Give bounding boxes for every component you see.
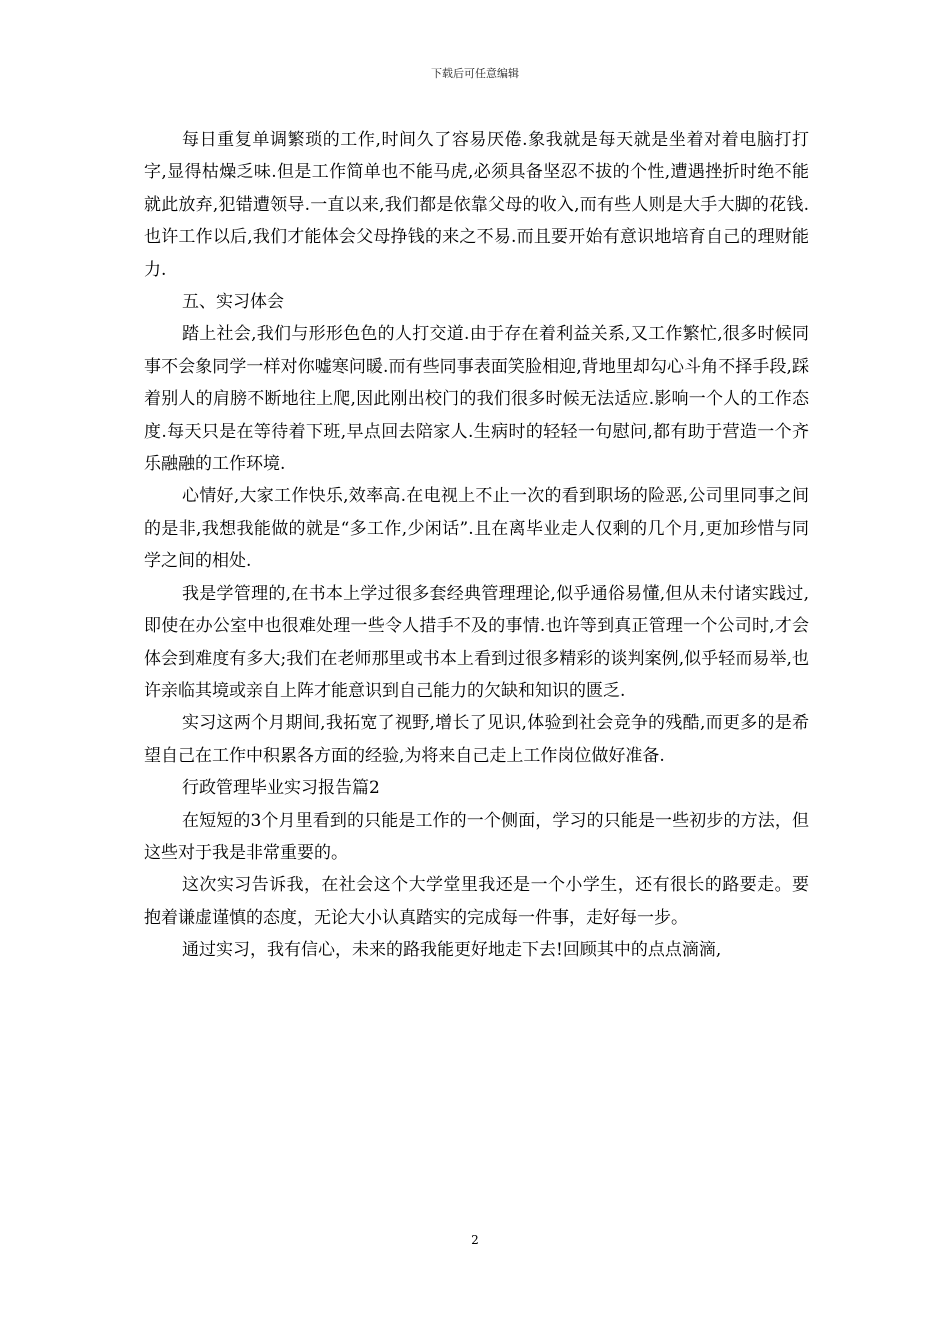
- page-header: 下载后可任意编辑: [431, 67, 519, 80]
- paragraph-good-mood: 心情好,大家工作快乐,效率高.在电视上不止一次的看到职场的险恶,公司里同事之间的是非,我想我能做的就是“多工作,少闲话”.且在离毕业走人仅剩的几个月,更加珍惜与同学之间的相处.: [144, 486, 809, 572]
- page-number: 2: [471, 1233, 479, 1247]
- paragraph-management-study: 我是学管理的,在书本上学过很多套经典管理理论,似乎通俗易懂,但从未付诸实践过,即使在办公室中也很难处理一些令人措手不及的事情.也许等到真正管理一个公司时,才会体会到难度有多大;我们在老师那里或书本上看到过很多精彩的谈判案例,似乎轻而易举,也许亲临其境或亲自上阵才能意识到自己能力的欠缺和知识的匮乏.: [144, 583, 809, 701]
- paragraph-work-routine: 每日重复单调繁琐的工作,时间久了容易厌倦.象我就是每天就是坐着对着电脑打打字,显得枯燥乏味.但是工作简单也不能马虎,必须具备坚忍不拔的个性,遭遇挫折时绝不能就此放弃,犯错遭领导.一直以来,我们都是依靠父母的收入,而有些人则是大手大脚的花钱.也许工作以后,我们才能体会父母挣钱的来之不易.而且要开始有意识地培育自己的理财能力.: [144, 130, 809, 280]
- section-heading-internship-experience: 五、实习体会: [182, 292, 284, 313]
- paragraph-three-months: 在短短的3个月里看到的只能是工作的一个侧面，学习的只能是一些初步的方法，但这些对于我是非常重要的。: [144, 810, 809, 863]
- document-body: [144, 124, 809, 967]
- paragraph-confidence: 通过实习，我有信心，未来的路我能更好地走下去!回顾其中的点点滴滴,: [182, 940, 722, 961]
- paragraph-two-months: 实习这两个月期间,我拓宽了视野,增长了见识,体验到社会竞争的残酷,而更多的是希望自己在工作中积累各方面的经验,为将来自己走上工作岗位做好准备.: [144, 713, 809, 766]
- report-title-part-2: 行政管理毕业实习报告篇2: [182, 778, 380, 799]
- paragraph-entering-society: 踏上社会,我们与形形色色的人打交道.由于存在着利益关系,又工作繁忙,很多时候同事不会象同学一样对你嘘寒问暖.而有些同事表面笑脸相迎,背地里却勾心斗角不择手段,踩着别人的肩膀不断地往上爬,因此刚出校门的我们很多时候无法适应.影响一个人的工作态度.每天只是在等待着下班,早点回去陪家人.生病时的轻轻一句慰问,都有助于营造一个齐乐融融的工作环境.: [144, 324, 809, 475]
- paragraph-lesson: 这次实习告诉我，在社会这个大学堂里我还是一个小学生，还有很长的路要走。要抱着谦虚谨慎的态度，无论大小认真踏实的完成每一件事，走好每一步。: [144, 875, 809, 928]
